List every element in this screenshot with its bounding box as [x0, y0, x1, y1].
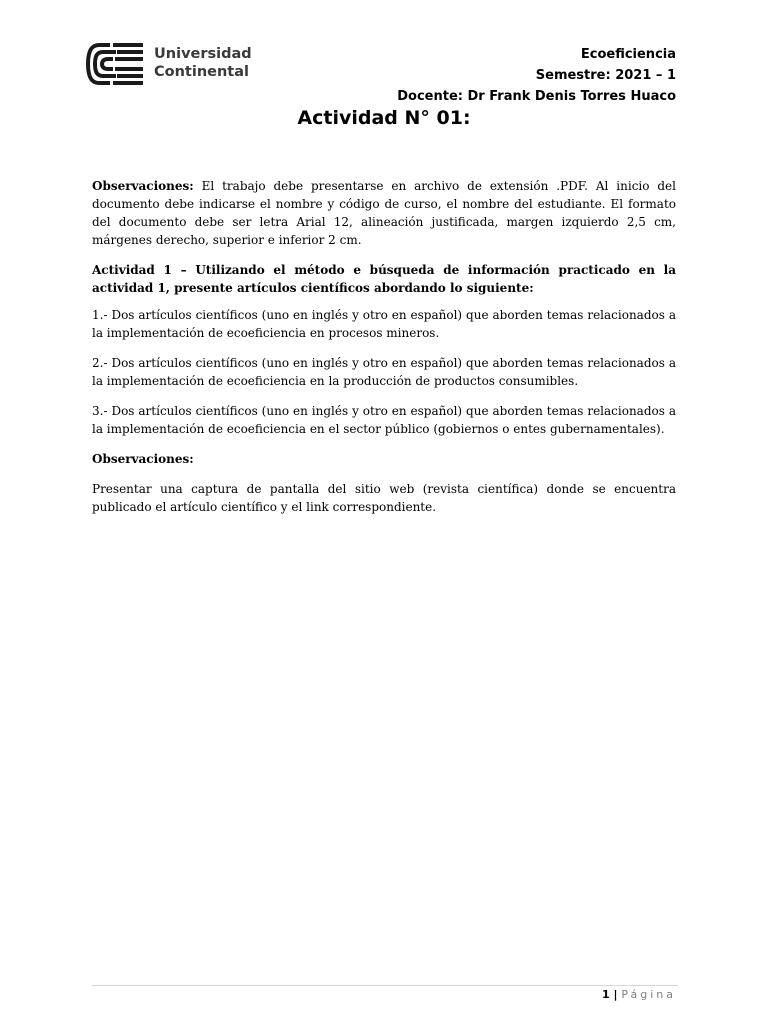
- footer-separator: |: [609, 988, 622, 1001]
- page-footer: [602, 988, 676, 1001]
- list-item: 3.- Dos artículos científicos (uno en inglés y otro en español) que aborden temas relacionados a la implementación de ecoeficiencia en el sector público (gobiernos o entes gubernamentales).: [92, 404, 676, 436]
- observations-paragraph: [92, 177, 676, 249]
- observations-text: El trabajo debe presentarse en archivo de extensión .PDF. Al inicio del documento debe indicarse el nombre y código de curso, el nombre del estudiante. El formato del documento debe ser letra Arial 12, alineación justificada, margen izquierdo 2,5 cm, márgenes derecho, superior e inferior 2 cm.: [92, 179, 676, 247]
- document-body: [92, 177, 676, 528]
- page-number: 1: [602, 988, 610, 1001]
- teacher: Docente: Dr Frank Denis Torres Huaco: [397, 89, 676, 104]
- university-name: [154, 45, 252, 81]
- observations2-paragraph: Presentar una captura de pantalla del sitio web (revista científica) donde se encuentra publicado el artículo científico y el link correspondiente.: [92, 482, 676, 514]
- activity-heading-text: Actividad 1 – Utilizando el método e búsqueda de información practicado en la actividad 1, presente artículos científicos abordando lo siguiente:: [92, 263, 676, 295]
- header-info: [397, 44, 676, 107]
- semester: Semestre: 2021 – 1: [535, 68, 676, 83]
- observations2-heading: [92, 450, 676, 468]
- university-name-line1: Universidad: [154, 46, 252, 62]
- university-logo-icon: [86, 42, 146, 86]
- course-name: Ecoeficiencia: [580, 47, 676, 62]
- page-title: Actividad N° 01:: [297, 107, 471, 129]
- page-label: Página: [621, 988, 676, 1001]
- activity-heading: [92, 261, 676, 297]
- university-logo: [86, 42, 252, 86]
- university-name-line2: Continental: [154, 64, 249, 80]
- observations-label: Observaciones:: [92, 179, 194, 193]
- footer-divider: [92, 985, 678, 986]
- observations2-label: Observaciones:: [92, 452, 194, 466]
- list-item: 1.- Dos artículos científicos (uno en inglés y otro en español) que aborden temas relacionados a la implementación de ecoeficiencia en procesos mineros.: [92, 308, 676, 340]
- list-item: 2.- Dos artículos científicos (uno en inglés y otro en español) que aborden temas relacionados a la implementación de ecoeficiencia en la producción de productos consumibles.: [92, 356, 676, 388]
